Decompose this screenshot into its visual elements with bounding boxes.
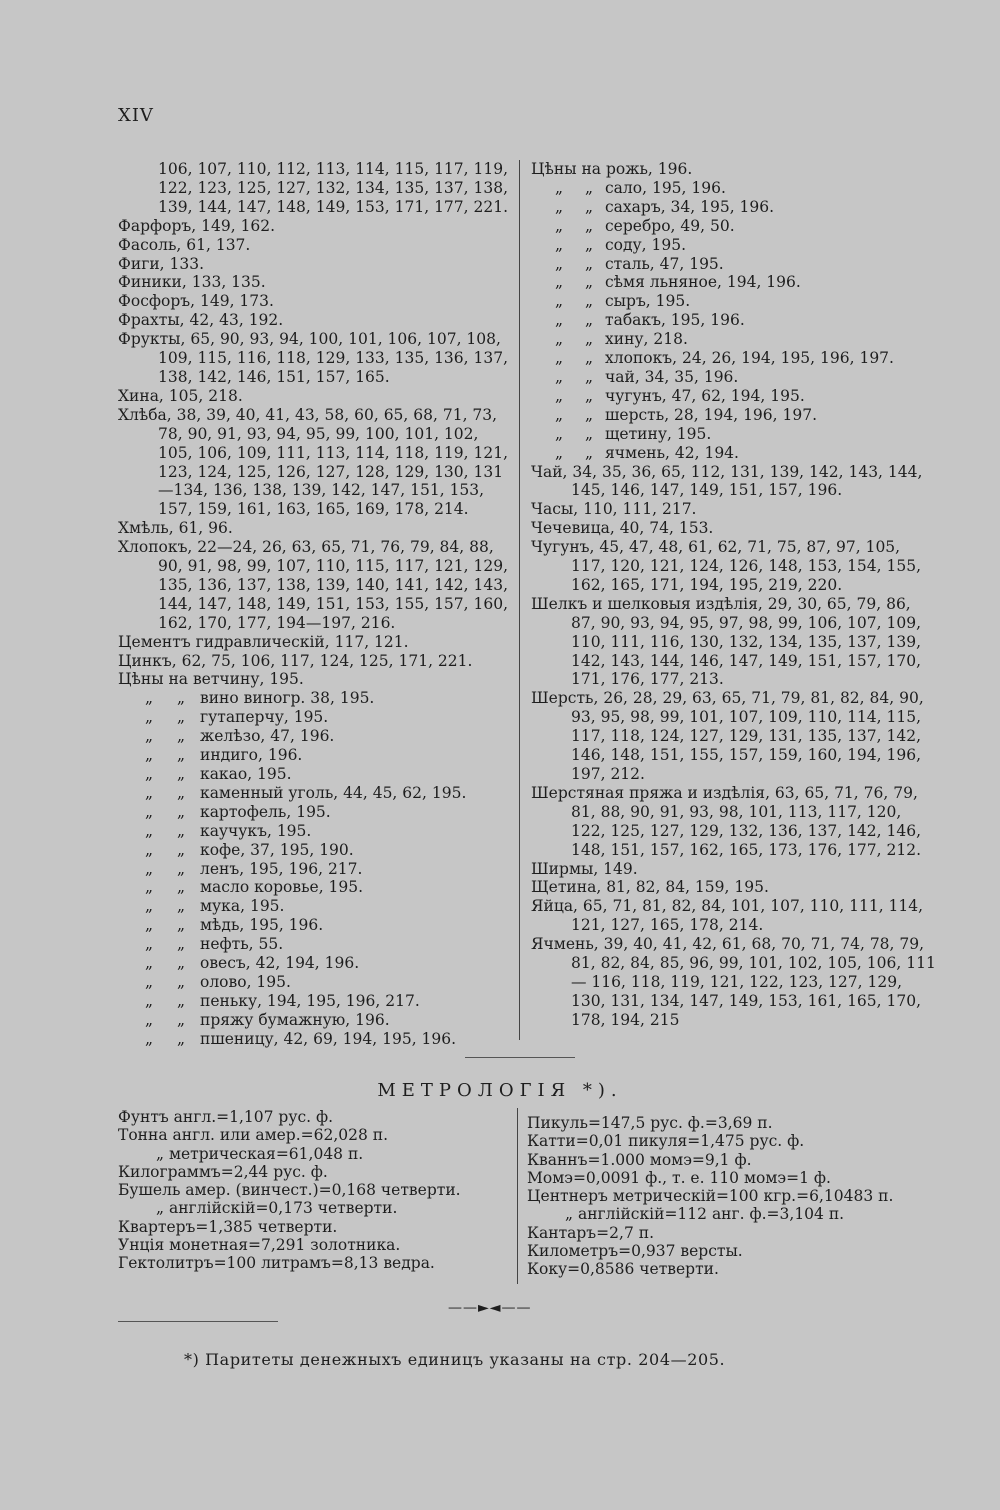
ditto-mark: „ — [584, 178, 594, 197]
index-subentry-text: олово, 195. — [200, 972, 291, 991]
ditto-mark: „ — [176, 916, 186, 935]
index-subentry-text: гутаперчу, 195. — [200, 708, 329, 727]
index-column-left — [118, 160, 513, 1049]
index-entry: Фарфоръ, 149, 162. — [118, 216, 276, 235]
index-subentry-text: каучукъ, 195. — [200, 821, 312, 840]
metrology-line: Бушель амер. (винчест.)=0,168 четверти. — [118, 1181, 461, 1200]
metrology-line: Центнеръ метрическій=100 кгр.=6,10483 п. — [527, 1187, 894, 1206]
ditto-mark: „ — [584, 424, 594, 443]
index-entry: Фрукты, 65, 90, 93, 94, 100, 101, 106, 107, 108, 109, 115, 116, 118, 129, 133, 135, 136, 137, 138, 142, 146, 151, 157, 165. — [118, 330, 509, 386]
index-subentry-text: чугунъ, 47, 62, 194, 195. — [605, 386, 805, 405]
ditto-mark: „ — [176, 727, 186, 746]
index-subentry — [118, 878, 513, 897]
index-entry: Часы, 110, 111, 217. — [531, 500, 697, 519]
index-subentry — [118, 689, 513, 708]
ditto-mark: „ — [176, 897, 186, 916]
index-subentry-text: хлопокъ, 24, 26, 194, 195, 196, 197. — [605, 349, 894, 368]
metrology-line: Килограммъ=2,44 рус. ф. — [118, 1162, 328, 1181]
ditto-mark: „ — [584, 405, 594, 424]
index-entry: Шелкъ и шелковыя издѣлія, 29, 30, 65, 79, 86, 87, 90, 93, 94, 95, 97, 98, 99, 106, 107, 109, 110, 111, 116, 130, 132, 134, 135, 137, 139, 142, 143, 144, 146, 147, 149, 151, 157, 170, 171, 176, 177, 213. — [531, 594, 922, 689]
column-divider — [519, 160, 520, 1040]
metrology-title: МЕТРОЛОГІЯ *). — [377, 1080, 623, 1101]
index-entry: Чечевица, 40, 74, 153. — [531, 519, 714, 538]
index-entry: Хмѣль, 61, 96. — [118, 519, 233, 538]
index-subentry — [531, 179, 936, 198]
section-rule — [465, 1057, 575, 1058]
ditto-mark: „ — [144, 708, 154, 727]
ditto-mark: „ — [554, 330, 564, 349]
ditto-mark: „ — [584, 216, 594, 235]
ditto-mark: „ — [144, 783, 154, 802]
ditto-mark: „ — [176, 765, 186, 783]
metrology-line: Кваннъ=1.000 момэ=9,1 ф. — [527, 1150, 752, 1169]
index-entry: Цинкъ, 62, 75, 106, 117, 124, 125, 171, 221. — [118, 651, 473, 670]
index-entry: Хлопокъ, 22—24, 26, 63, 65, 71, 76, 79, 84, 88, 90, 91, 98, 99, 107, 110, 115, 117, 121, 129, 135, 136, 137, 138, 139, 140, 141, 142, 143, 144, 147, 148, 149, 151, 153, 155, 157, 160, 162, 170, 177, 194—197, 216. — [118, 538, 509, 632]
ditto-mark: „ — [584, 235, 594, 254]
index-entry: Фосфоръ, 149, 173. — [118, 292, 274, 311]
index-subentry — [118, 822, 513, 841]
ditto-mark: „ — [176, 991, 186, 1010]
index-subentry — [118, 916, 513, 935]
index-subentry-text: пряжу бумажную, 196. — [200, 1010, 390, 1029]
index-subentry — [531, 311, 936, 330]
ditto-mark: „ — [584, 443, 594, 462]
index-subentry-text: серебро, 49, 50. — [605, 216, 735, 235]
metrology-line: Момэ=0,0091 ф., т. е. 110 момэ=1 ф. — [527, 1168, 831, 1187]
metrology-column-left — [118, 1108, 518, 1273]
ditto-mark: „ — [144, 727, 154, 746]
index-subentry — [118, 973, 513, 992]
ditto-mark: „ — [584, 349, 594, 368]
ditto-mark: „ — [554, 405, 564, 424]
ditto-mark: „ — [176, 708, 186, 727]
index-subentry-text: ячмень, 42, 194. — [605, 443, 739, 462]
metrology-line: Катти=0,01 пикуля=1,475 рус. ф. — [527, 1132, 805, 1151]
metrology-line: Тонна англ. или амер.=62,028 п. — [118, 1126, 389, 1145]
index-subentry — [118, 708, 513, 727]
index-entry: Цѣны на ветчину, 195. — [118, 670, 304, 689]
ditto-mark: „ — [176, 1029, 186, 1048]
metrology-line: Фунтъ англ.=1,107 рус. ф. — [118, 1108, 334, 1126]
ditto-mark: „ — [584, 367, 594, 386]
ditto-mark: „ — [144, 991, 154, 1010]
index-subentry-text: сыръ, 195. — [605, 292, 691, 311]
index-subentry — [531, 236, 936, 255]
ditto-mark: „ — [554, 197, 564, 216]
index-subentry-text: щетину, 195. — [605, 424, 712, 443]
metrology-line: Квартеръ=1,385 четверти. — [118, 1217, 338, 1236]
ditto-mark: „ — [176, 878, 186, 897]
ditto-mark: „ — [584, 254, 594, 273]
ditto-mark: „ — [176, 972, 186, 991]
page-number: XIV — [118, 105, 154, 126]
metrology-line: „ метрическая=61,048 п. — [156, 1144, 364, 1163]
metrology-column-right — [527, 1114, 947, 1279]
index-subentry — [118, 765, 513, 784]
index-subentry — [118, 803, 513, 822]
index-subentry-text: шерсть, 28, 194, 196, 197. — [605, 405, 818, 424]
ditto-mark: „ — [554, 235, 564, 254]
index-entry: Яйца, 65, 71, 81, 82, 84, 101, 107, 110, 111, 114, 121, 127, 165, 178, 214. — [531, 897, 924, 935]
index-entry: Цементъ гидравлическій, 117, 121. — [118, 632, 409, 651]
index-subentry-text: желѣзо, 47, 196. — [200, 727, 335, 746]
metrology-line: Коку=0,8586 четверти. — [527, 1260, 719, 1279]
ditto-mark: „ — [176, 821, 186, 840]
index-subentry — [531, 368, 936, 387]
metrology-line: Кантаръ=2,7 п. — [527, 1223, 654, 1242]
metrology-line: Унція монетная=7,291 золотника. — [118, 1236, 401, 1255]
index-subentry — [118, 841, 513, 860]
ditto-mark: „ — [554, 292, 564, 311]
index-subentry — [531, 349, 936, 368]
index-subentry — [531, 255, 936, 274]
ditto-mark: „ — [176, 689, 186, 708]
index-subentry — [118, 860, 513, 879]
index-subentry-text: чай, 34, 35, 196. — [605, 367, 739, 386]
ditto-mark: „ — [144, 972, 154, 991]
index-subentry — [531, 292, 936, 311]
index-subentry-text: масло коровье, 195. — [200, 878, 364, 897]
index-subentry-text: сало, 195, 196. — [605, 178, 726, 197]
ditto-mark: „ — [144, 859, 154, 878]
index-subentry-text: каменный уголь, 44, 45, 62, 195. — [200, 783, 467, 802]
ditto-mark: „ — [584, 197, 594, 216]
ditto-mark: „ — [144, 821, 154, 840]
ditto-mark: „ — [554, 367, 564, 386]
index-entry: Шерсть, 26, 28, 29, 63, 65, 71, 79, 81, 82, 84, 90, 93, 95, 98, 99, 101, 107, 109, 110, 114, 115, 117, 118, 124, 127, 129, 131, 135, 137, 142, 146, 148, 151, 155, 157, 159, 160, 194, 196, 197, 212. — [531, 689, 924, 783]
ditto-mark: „ — [144, 689, 154, 708]
index-subentry-text: соду, 195. — [605, 235, 687, 254]
ornament: ——►◄—— — [448, 1300, 532, 1316]
ditto-mark: „ — [554, 443, 564, 462]
ditto-mark: „ — [554, 178, 564, 197]
ditto-mark: „ — [176, 783, 186, 802]
ditto-mark: „ — [176, 954, 186, 973]
ditto-mark: „ — [176, 840, 186, 859]
index-entry: Ширмы, 149. — [531, 859, 638, 878]
ditto-mark: „ — [554, 349, 564, 368]
index-subentry-text: какао, 195. — [200, 765, 292, 783]
ditto-mark: „ — [144, 897, 154, 916]
index-entry: Фрахты, 42, 43, 192. — [118, 311, 284, 330]
ditto-mark: „ — [554, 273, 564, 292]
index-entry: Чугунъ, 45, 47, 48, 61, 62, 71, 75, 87, 97, 105, 117, 120, 121, 124, 126, 148, 153, 154, 155, 162, 165, 171, 194, 195, 219, 220. — [531, 538, 922, 594]
metrology-line: Пикуль=147,5 рус. ф.=3,69 п. — [527, 1114, 773, 1132]
ditto-mark: „ — [144, 878, 154, 897]
index-entry: Чай, 34, 35, 36, 65, 112, 131, 139, 142, 143, 144, 145, 146, 147, 149, 151, 157, 196. — [531, 462, 923, 500]
metrology-line: Гектолитръ=100 литрамъ=8,13 ведра. — [118, 1254, 435, 1273]
index-subentry-text: сѣмя льняное, 194, 196. — [605, 273, 801, 292]
index-subentry-text: овесъ, 42, 194, 196. — [200, 954, 360, 973]
index-subentry-text: мѣдь, 195, 196. — [200, 916, 324, 935]
footnote: *) Паритеты денежныхъ единицъ указаны на стр. 204—205. — [184, 1350, 726, 1369]
ditto-mark: „ — [584, 273, 594, 292]
index-entry: 106, 107, 110, 112, 113, 114, 115, 117, 119, 122, 123, 125, 127, 132, 134, 135, 137, 138, 139, 144, 147, 148, 149, 153, 171, 177, 221. — [158, 160, 509, 216]
ditto-mark: „ — [176, 935, 186, 954]
index-subentry — [531, 198, 936, 217]
index-subentry — [118, 935, 513, 954]
index-entry: Хлѣба, 38, 39, 40, 41, 43, 58, 60, 65, 68, 71, 73, 78, 90, 91, 93, 94, 95, 99, 100, 101, 102, 105, 106, 109, 111, 113, 114, 118, 119, 121, 123, 124, 125, 126, 127, 128, 129, 130, 131—134, 136, 138, 139, 142, 147, 151, 153, 157, 159, 161, 163, 165, 169, 178, 214. — [118, 405, 509, 519]
metrology-line: „ англійскій=112 анг. ф.=3,104 п. — [565, 1205, 845, 1224]
ditto-mark: „ — [144, 935, 154, 954]
index-subentry-text: вино виногр. 38, 195. — [200, 689, 375, 708]
ditto-mark: „ — [144, 916, 154, 935]
ditto-mark: „ — [554, 311, 564, 330]
index-entry: Финики, 133, 135. — [118, 273, 266, 292]
index-subentry — [118, 1011, 513, 1030]
index-subentry-text: нефть, 55. — [200, 935, 284, 954]
ditto-mark: „ — [554, 424, 564, 443]
ditto-mark: „ — [144, 802, 154, 821]
index-subentry-text: кофе, 37, 195, 190. — [200, 840, 354, 859]
ditto-mark: „ — [176, 802, 186, 821]
index-subentry — [531, 406, 936, 425]
ditto-mark: „ — [554, 254, 564, 273]
index-subentry-text: пшеницу, 42, 69, 194, 195, 196. — [200, 1029, 457, 1048]
index-subentry — [118, 954, 513, 973]
footnote-rule — [118, 1321, 278, 1322]
index-subentry — [118, 727, 513, 746]
metrology-line: „ англійскій=0,173 четверти. — [156, 1199, 398, 1218]
ditto-mark: „ — [144, 746, 154, 765]
index-entry: Хина, 105, 218. — [118, 386, 243, 405]
index-subentry-text: ленъ, 195, 196, 217. — [200, 859, 363, 878]
index-subentry — [531, 387, 936, 406]
index-subentry-text: табакъ, 195, 196. — [605, 311, 745, 330]
index-subentry-text: сахаръ, 34, 195, 196. — [605, 197, 775, 216]
index-subentry — [531, 273, 936, 292]
index-subentry — [531, 444, 936, 463]
index-subentry-text: индиго, 196. — [200, 746, 303, 765]
ditto-mark: „ — [144, 1029, 154, 1048]
ditto-mark: „ — [176, 1010, 186, 1029]
index-subentry — [118, 784, 513, 803]
index-subentry-text: мука, 195. — [200, 897, 285, 916]
index-entry: Шерстяная пряжа и издѣлія, 63, 65, 71, 76, 79, 81, 88, 90, 91, 93, 98, 101, 113, 117, 120, 122, 125, 127, 129, 132, 136, 137, 142, 146, 148, 151, 157, 162, 165, 173, 176, 177, 212. — [531, 783, 922, 859]
index-column-right — [531, 160, 936, 1030]
ditto-mark: „ — [554, 386, 564, 405]
ditto-mark: „ — [584, 311, 594, 330]
index-subentry — [531, 330, 936, 349]
index-entry: Фасоль, 61, 137. — [118, 235, 251, 254]
ditto-mark: „ — [584, 330, 594, 349]
index-subentry-text: картофель, 195. — [200, 802, 331, 821]
ditto-mark: „ — [584, 292, 594, 311]
index-entry: Цѣны на рожь, 196. — [531, 160, 693, 178]
index-subentry-text: сталь, 47, 195. — [605, 254, 724, 273]
index-subentry — [118, 897, 513, 916]
metrology-line: Километръ=0,937 версты. — [527, 1242, 743, 1261]
index-entry: Щетина, 81, 82, 84, 159, 195. — [531, 878, 769, 897]
index-subentry — [118, 746, 513, 765]
index-subentry — [531, 217, 936, 236]
index-subentry-text: пеньку, 194, 195, 196, 217. — [200, 991, 420, 1010]
index-entry: Фиги, 133. — [118, 254, 205, 273]
ditto-mark: „ — [176, 859, 186, 878]
ditto-mark: „ — [554, 216, 564, 235]
index-entry: Ячмень, 39, 40, 41, 42, 61, 68, 70, 71, 74, 78, 79, 81, 82, 84, 85, 96, 99, 101, 102, 105, 106, 111 — 116, 118, 119, 121, 122, 123, 127, 129, 130, 131, 134, 147, 149, 153, 161, 165, 170, 178, 194, 215 — [531, 935, 936, 1029]
index-subentry — [531, 425, 936, 444]
metrology-divider — [517, 1108, 518, 1284]
index-subentry-text: хину, 218. — [605, 330, 688, 349]
index-subentry — [118, 992, 513, 1011]
ditto-mark: „ — [144, 954, 154, 973]
ditto-mark: „ — [584, 386, 594, 405]
ditto-mark: „ — [144, 765, 154, 783]
index-subentry — [118, 1030, 513, 1049]
ditto-mark: „ — [176, 746, 186, 765]
ditto-mark: „ — [144, 840, 154, 859]
ditto-mark: „ — [144, 1010, 154, 1029]
